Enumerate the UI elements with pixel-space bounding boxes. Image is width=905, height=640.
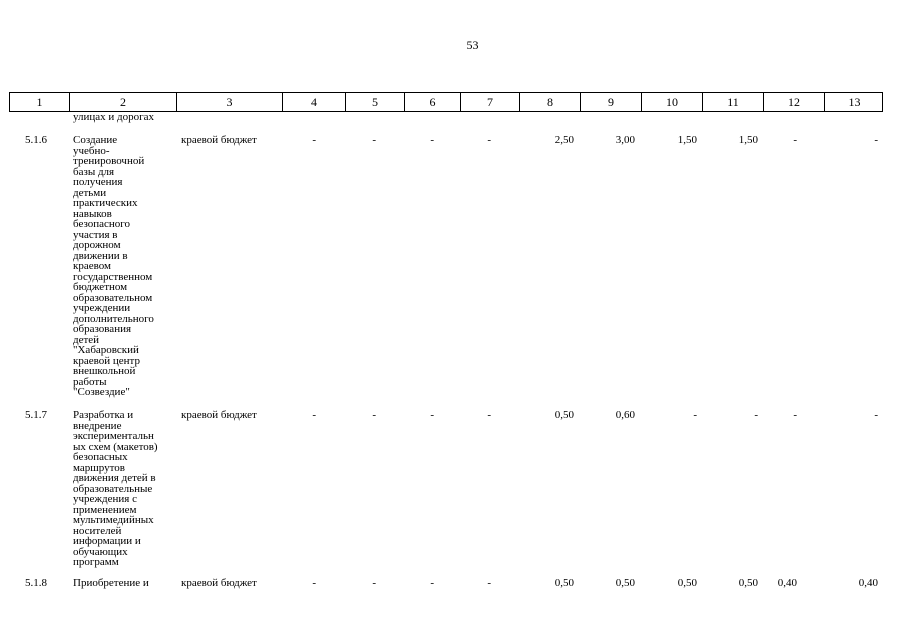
row-name-line: практических [73,197,138,209]
row-name-line: работы [73,375,107,388]
row-funding-source: краевой бюджет [181,134,257,146]
row-name-line: движения детей в [73,472,156,484]
row-value-col-12: - [793,134,797,146]
row-name-line: базы для [73,165,115,178]
row-name [73,135,173,398]
header-col-7: 7 [460,93,519,111]
row-name-line: информации и [73,535,141,547]
row-value-col-8: 0,50 [554,577,574,589]
row-name-line: Приобретение и [73,577,149,589]
row-name-line: образовательные [73,482,153,495]
header-col-1: 1 [36,95,43,109]
row-name-line: образования [73,323,132,335]
row-value-col-10: 0,50 [677,577,697,589]
row-name-line: внешкольной [73,365,136,377]
row-name-line: учреждения с [73,493,137,505]
row-name-line: движении в [73,249,128,262]
row-name-line: дополнительного [73,312,154,325]
row-name-line: Создание [73,134,118,146]
row-name-line: программ [73,556,119,568]
header-col-11: 11 [702,93,763,111]
row-name-line: экспериментальн [73,430,154,442]
row-value-col-10: - [693,409,697,421]
row-funding-source: краевой бюджет [181,577,257,589]
row-name-line: дорожном [73,239,121,251]
row-name-line: "Хабаровский [73,344,139,356]
row-name-line: образовательном [73,291,153,304]
row-value-col-5: - [372,409,376,421]
row-name-line: внедрение [73,419,122,432]
row-name-line: "Созвездие" [73,386,130,398]
row-name-line: краевом [73,260,111,272]
row-name-line: учебно- [73,144,110,157]
row-value-col-12: 0,40 [777,577,797,589]
continuation-text: улицах и дорогах [73,111,155,123]
row-value-col-7: - [487,409,491,421]
row-number: 5.1.6 [25,134,47,146]
row-value-col-5: - [372,134,376,146]
row-name-line: участия в [73,228,118,241]
row-value-col-8: 2,50 [554,134,574,146]
row-value-col-8: 0,50 [554,409,574,421]
row-value-col-5: - [372,577,376,589]
header-col-4: 4 [282,93,345,111]
row-name-line: государственном [73,270,153,283]
row-value-col-10: 1,50 [677,134,697,146]
row-value-col-11: 1,50 [738,134,758,146]
row-name-line: учреждении [73,302,131,314]
row-funding-source: краевой бюджет [181,409,257,421]
row-name-line: носителей [73,524,122,537]
header-col-6: 6 [404,93,460,111]
row-name-line: детей [73,333,100,346]
row-value-col-4: - [312,134,316,146]
row-name [73,578,173,589]
table-header-row [9,92,883,112]
header-col-12: 12 [763,93,824,111]
row-value-col-4: - [312,577,316,589]
row-name-line: маршрутов [73,461,125,474]
row-value-col-6: - [430,409,434,421]
row-value-col-11: - [754,409,758,421]
row-name-line: безопасных [73,451,128,463]
header-col-8: 8 [519,93,580,111]
row-value-col-9: 0,50 [615,577,635,589]
header-col-9: 9 [580,93,641,111]
row-name-line: детьми [73,186,107,199]
row-value-col-7: - [487,134,491,146]
row-value-col-4: - [312,409,316,421]
row-value-col-13: 0,40 [858,577,878,589]
header-col-2: 2 [69,93,176,111]
row-value-col-6: - [430,134,434,146]
row-value-col-12: - [793,409,797,421]
row-name-line: Разработка и [73,409,134,421]
row-name-line: получения [73,176,123,188]
header-col-5: 5 [345,93,404,111]
header-col-3: 3 [176,93,282,111]
row-value-col-11: 0,50 [738,577,758,589]
row-name-line: безопасного [73,218,131,230]
row-value-col-6: - [430,577,434,589]
header-col-10: 10 [641,93,702,111]
page-number: 53 [466,38,479,52]
row-value-col-9: 0,60 [615,409,635,421]
row-value-col-7: - [487,577,491,589]
row-name-line: бюджетном [73,281,128,293]
row-name-line: мультимедийных [73,514,154,526]
header-col-13: 13 [824,93,884,111]
row-value-col-13: - [874,409,878,421]
row-name-line: тренировочной [73,155,145,167]
row-name-line: применением [73,503,137,516]
row-value-col-9: 3,00 [615,134,635,146]
row-value-col-13: - [874,134,878,146]
row-number: 5.1.8 [25,577,47,589]
row-name [73,410,173,568]
row-name-line: краевой центр [73,354,140,367]
row-name-line: ых схем (макетов) [73,440,158,453]
row-name-line: обучающих [73,545,128,558]
row-name-line: навыков [73,207,112,220]
row-number: 5.1.7 [25,409,47,421]
